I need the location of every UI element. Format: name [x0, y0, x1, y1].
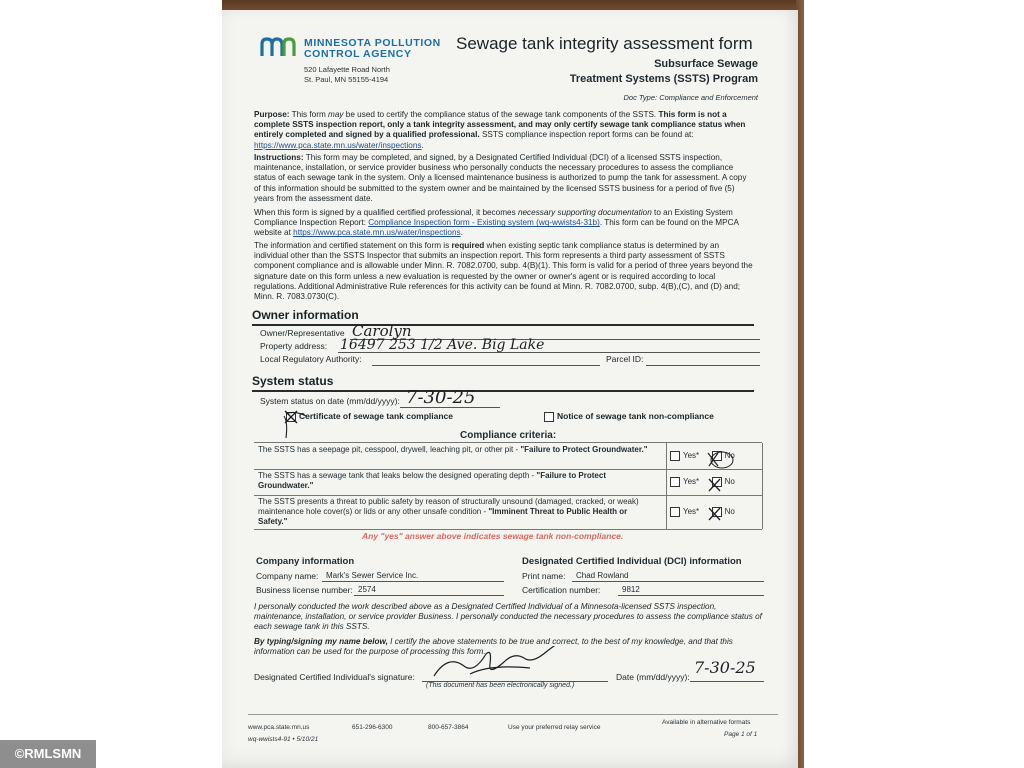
company-name-line [322, 581, 504, 582]
footer-formats: Available in alternative formats [662, 719, 751, 726]
footer-relay: Use your preferred relay service [508, 724, 601, 731]
rmls-watermark: ©RMLSMN [0, 740, 96, 768]
owner-rep-value[interactable]: Carolyn [352, 322, 412, 340]
print-name-line [572, 581, 764, 582]
no-circle-mark-icon [706, 450, 734, 470]
system-status-heading: System status [252, 374, 334, 388]
dci-statement: I personally conducted the work described above as a Designated Certified Individual of a Minnesota-licensed SSTS inspection, maintenance, installation, or service provider Business. I personally conducted the necessary procedures to assess the compliance status of each sewage tank in this SSTS. [254, 602, 762, 632]
agency-address: 520 Lafayette Road North St. Paul, MN 55155-4194 [304, 65, 390, 84]
criteria-text-2: The SSTS has a sewage tank that leaks below the designed operating depth - "Failure to Protect Groundwater." [258, 471, 606, 490]
supporting-doc-paragraph: When this form is signed by a qualified certified professional, it becomes necessary supporting documentation to an Existing System Compliance Inspection Report: Compliance Inspection form - Existing system (wq-wwists4-31b). This form can be found on the MPCA website at https://www.pca.state.mn.us/water/inspections. [254, 208, 739, 238]
criteria-row-2 [254, 469, 762, 496]
owner-info-heading: Owner information [252, 308, 359, 322]
parcel-id-label: Parcel ID: [606, 354, 644, 364]
cert-number-value[interactable]: 9812 [622, 585, 640, 594]
property-address-value[interactable]: 16497 253 1/2 Ave. Big Lake [340, 337, 545, 353]
inspections-link[interactable]: https://www.pca.state.mn.us/water/inspections [254, 140, 422, 150]
purpose-paragraph: Purpose: This form may be used to certify the compliance status of the sewage tank components of the SSTS. This form is not a complete SSTS inspection report, only a tank integrity assessment, and may only certify sewage tank compliance status when entirely completed and signed by a qualified professional. SSTS compliance inspection report forms can be found at: https://www.pca.state.mn.us/water/inspections. [254, 110, 746, 150]
criteria-answers-3: Yes* No [670, 507, 735, 517]
signature-scribble-icon [430, 646, 590, 686]
license-label: Business license number: [256, 585, 353, 595]
background-left [0, 0, 224, 768]
mn-logo-icon [260, 36, 296, 58]
notice-noncompliance-option[interactable]: Notice of sewage tank non-compliance [544, 411, 714, 422]
lra-label: Local Regulatory Authority: [260, 354, 362, 364]
footer-page: Page 1 of 1 [724, 731, 758, 738]
status-date-label: System status on date (mm/dd/yyyy): [260, 396, 400, 406]
print-name-value[interactable]: Chad Rowland [576, 571, 629, 580]
criteria-row-1 [254, 443, 762, 470]
owner-info-rule [252, 324, 754, 326]
program-line1: Subsurface Sewage [654, 58, 758, 70]
esign-note: (This document has been electronically signed.) [426, 682, 575, 689]
status-date-value[interactable]: 7-30-25 [406, 387, 476, 408]
license-line [354, 595, 504, 596]
criteria-text-3: The SSTS presents a threat to public safety by reason of structurally unsound (damaged, cracked, or weak) maintenance hole cover(s) or lids or any other unsafe condition - "Imminent Threat to Public Health or Safety." [258, 497, 639, 526]
background-right [802, 0, 1024, 768]
lra-line [372, 365, 600, 366]
criteria-answers-1: Yes* No [670, 451, 735, 461]
program-line2: Treatment Systems (SSTS) Program [569, 73, 758, 85]
noncompliance-note: Any "yes" answer above indicates sewage tank non-compliance. [362, 531, 624, 541]
form-document [222, 10, 798, 768]
certify-statement: By typing/signing my name below, I certify the above statements to be true and correct, to the best of my knowledge, and that this information can be used for the purpose of processing this form. [254, 637, 733, 657]
compliance-form-link[interactable]: Compliance Inspection form - Existing system (wq-wwists4-31b) [368, 218, 600, 228]
footer-phone1: 651-296-6300 [352, 724, 393, 731]
system-status-rule [252, 390, 754, 392]
property-address-label: Property address: [260, 341, 328, 351]
cert-number-line [618, 595, 764, 596]
footer-code: wq-wwists4-91 • 5/10/21 [248, 736, 319, 743]
sign-date-value[interactable]: 7-30-25 [694, 658, 756, 677]
handwritten-check-icon [280, 408, 312, 442]
form-title: Sewage tank integrity assessment form [456, 34, 753, 53]
cert-compliance-option[interactable]: Certificate of sewage tank compliance [286, 411, 453, 422]
criteria-right-border [762, 443, 763, 529]
company-name-value[interactable]: Mark's Sewer Service Inc. [326, 571, 419, 580]
criteria-text-1: The SSTS has a seepage pit, cesspool, drywell, leaching pit, or other pit - "Failure to Protect Groundwater." [258, 445, 648, 454]
no-x-mark-icon [708, 478, 722, 492]
instructions-paragraph: Instructions: This form may be completed, and signed, by a Designated Certified Individual (DCI) of a licensed SSTS inspection, maintenance, installation, or service provider business who personally conducts the necessary procedures to assess the compliance status of each sewage tank in the system. Only a licensed maintenance business is authorized to pump the tank for assessment. A copy of this information should be submitted to the system owner and be maintained by the licensed SSTS business for a period of five (5) years from the assessment date. [254, 153, 747, 203]
signature-label: Designated Certified Individual's signature: [254, 672, 415, 682]
criteria-heading: Compliance criteria: [460, 430, 557, 441]
sign-date-line [690, 681, 764, 682]
dci-info-heading: Designated Certified Individual (DCI) information [522, 556, 742, 567]
criteria-2-yes-checkbox[interactable] [670, 477, 680, 487]
parcel-id-line [646, 365, 760, 366]
company-info-heading: Company information [256, 556, 355, 567]
agency-name: MINNESOTA POLLUTION CONTROL AGENCY [304, 37, 441, 60]
mpca-website-link[interactable]: https://www.pca.state.mn.us/water/inspections [293, 228, 461, 238]
owner-rep-label: Owner/Representative [260, 328, 345, 338]
doc-type: Doc Type: Compliance and Enforcement [623, 93, 758, 102]
print-name-label: Print name: [522, 571, 566, 581]
no-x-mark-icon [708, 507, 722, 521]
criteria-divider [666, 443, 667, 529]
criteria-1-yes-checkbox[interactable] [670, 451, 680, 461]
footer-rule [248, 714, 778, 715]
license-value[interactable]: 2574 [358, 585, 376, 594]
cert-number-label: Certification number: [522, 585, 601, 595]
company-name-label: Company name: [256, 571, 319, 581]
sign-date-label: Date (mm/dd/yyyy): [616, 672, 690, 682]
criteria-3-yes-checkbox[interactable] [670, 507, 680, 517]
criteria-row-3 [254, 495, 762, 530]
required-info-paragraph: The information and certified statement on this form is required when existing septic tank compliance status is determined by an individual other than the SSTS Inspector that submits an inspection report. This form represents a third party assessment of SSTS component compliance and is allowable under Minn. R. 7082.0700, subp. 4(B)(1). This form is valid for a period of three years beyond the signature date on this form unless a new evaluation is requested by the owner or owner's agent or is required according to local regulations. Additional Administrative Rule references for this activity can be found at Minn. R. 7082.0700, subp. 4(B),(C), and (D) and; Minn. R. 7083.0730(C). [254, 241, 753, 302]
notice-noncompliance-checkbox[interactable] [544, 412, 554, 422]
footer-phone2: 800-657-3864 [428, 724, 469, 731]
criteria-answers-2: Yes* No [670, 477, 735, 487]
footer-site: www.pca.state.mn.us [248, 724, 310, 731]
